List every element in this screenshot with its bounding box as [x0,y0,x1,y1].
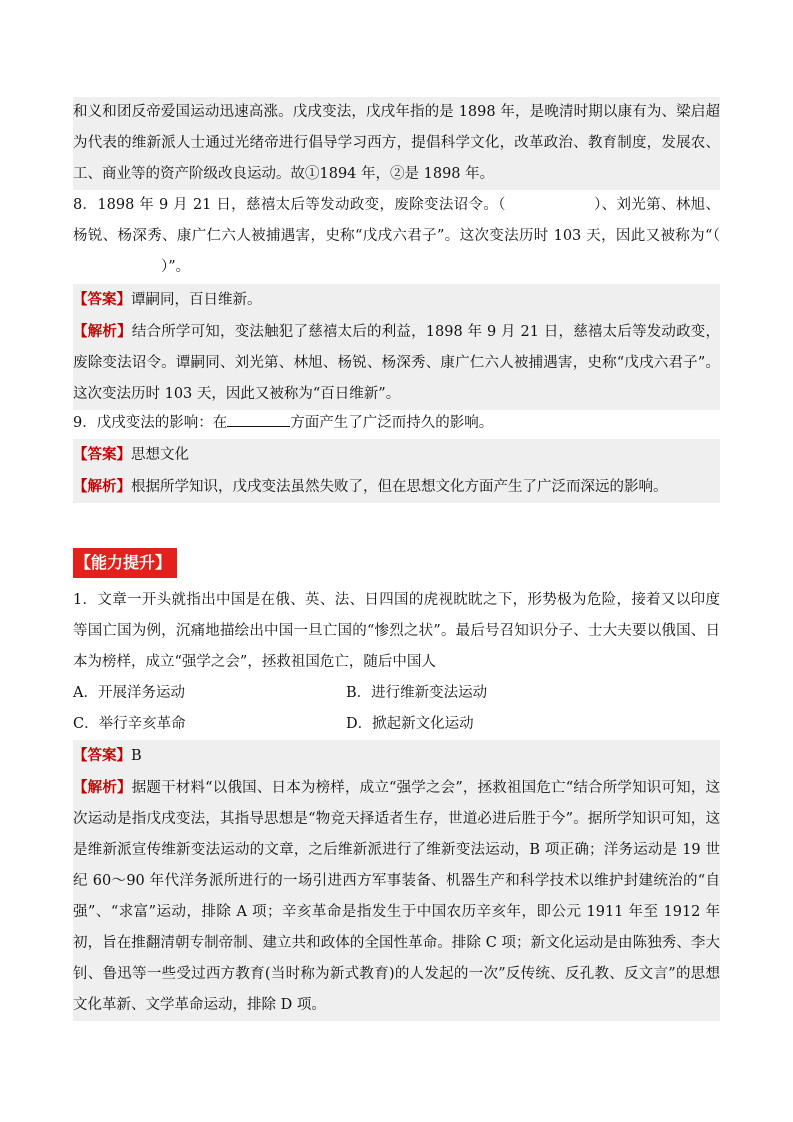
top-explanation-text: 和义和团反帝爱国运动迅速高涨。戊戌变法，戊戌年指的是 1898 年，是晚清时期以康有为、梁启超为代表的维新派人士通过光绪帝进行倡导学习西方，提倡科学文化，改革政治、教育制度，发展农、工、商业等的资产阶级改良运动。故①1894 年，②是 1898 年。 [73,104,720,182]
question-8 [73,190,720,283]
answer-label: 【答案】 [73,446,131,463]
top-explanation-block [73,97,720,190]
answer-line [73,439,720,471]
answer-label: 【答案】 [73,291,131,308]
question-8-answer-block [73,284,720,410]
fill-underline [227,412,290,427]
answer-line [73,284,720,316]
answer-label: 【答案】 [73,747,131,764]
option-a: A．开展洋务运动 [73,685,185,701]
analysis-text: 根据所学知识，戊戌变法虽然失败了，但在思想文化方面产生了广泛而深远的影响。 [131,479,668,495]
option-c: C．举行辛亥革命 [73,716,186,732]
answer-text: 谭嗣同，百日维新。 [131,292,262,308]
analysis-label: 【解析】 [73,323,132,340]
analysis-text: 结合所学可知，变法触犯了慈禧太后的利益，1898 年 9 月 21 日，慈禧太后等发动政变，废除变法诏令。谭嗣同、刘光第、林旭、杨锐、杨深秀、康广仁六人被捕遇害，史称“戊戌六君子”。这次变法历时 103 天，因此又被称为“百日维新”。 [73,324,721,402]
analysis-text: 据题干材料“以俄国、日本为榜样，成立“强学之会”，拯救祖国危亡“结合所学知识可知，这次运动是指戊戌变法，其指导思想是“物竞天择适者生存，世道必进后胜于今”。据所学知识可知，这是维新派宣传维新变法运动的文章，之后维新派进行了维新变法运动，B 项正确；洋务运动是 19 世纪 60～90 年代洋务派所进行的一场引进西方军事装备、机器生产和科学技术以维护封建统治的“自强”、“求富”运动，排除 A 项；辛亥革命是指发生于中国农历辛亥年，即公元 1911 年至 1912 年初，旨在推翻清朝专制帝制、建立共和政体的全国性革命。排除 C 项；新文化运动是由陈独秀、李大钊、鲁迅等一些受过西方教育(当时称为新式教育)的人发起的一次”反传统、反孔教、反文言”的思想文化革新、文学革命运动，排除 D 项。 [73,780,720,1013]
question-9 [73,408,720,439]
question-1-stem: 1．文章一开头就指出中国是在俄、英、法、日四国的虎视眈眈之下，形势极为危险，接着又以印度等国亡国为例，沉痛地描绘出中国一旦亡国的“惨烈之状”。最后号召知识分子、士大夫要以俄国、日本为榜样，成立“强学之会”，拯救祖国危亡，随后中国人 [73,592,720,670]
answer-text: B [131,748,142,764]
answer-text: 思想文化 [131,447,189,463]
analysis-line [73,316,720,410]
analysis-line [73,772,720,1021]
option-d: D．掀起新文化运动 [346,716,474,732]
analysis-label: 【解析】 [73,779,132,796]
options-row [73,709,720,740]
question-9-stem: 9．戊戌变法的影响：在 方面产生了广泛而持久的影响。 [73,408,720,439]
question-1 [73,585,720,740]
options-row [73,678,720,709]
option-b: B．进行维新变法运动 [346,685,488,701]
question-9-answer-block [73,439,720,503]
analysis-line [73,471,720,503]
question-1-answer-block [73,740,720,1021]
analysis-label: 【解析】 [73,478,131,495]
question-8-stem: 8．1898 年 9 月 21 日，慈禧太后等发动政变，废除变法诏令。（ ）、刘光第、林旭、杨锐、杨深秀、康广仁六人被捕遇害，史称“戊戌六君子”。这次变法历时 103 天，因此又被称为“（）”。 [73,197,720,275]
section-title-ability: 【能力提升】 [73,548,177,578]
answer-line [73,740,720,772]
